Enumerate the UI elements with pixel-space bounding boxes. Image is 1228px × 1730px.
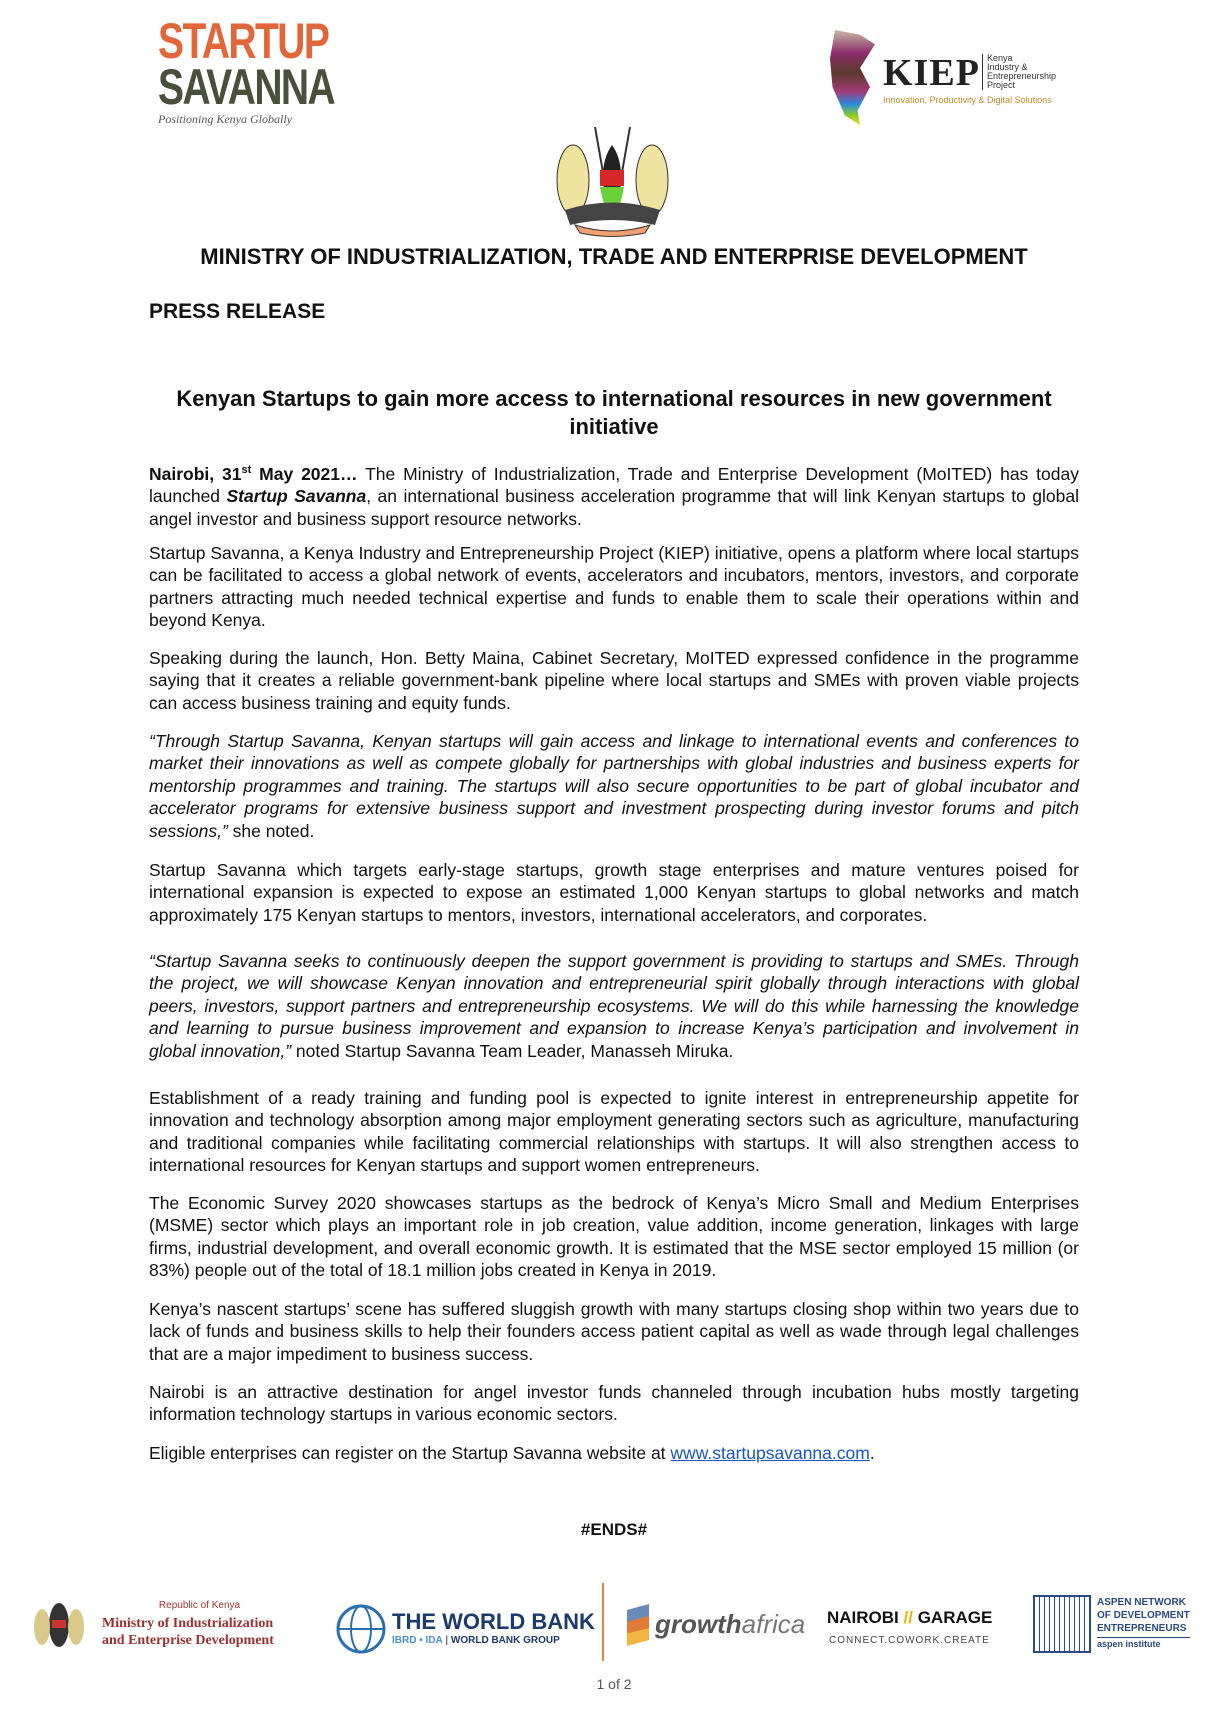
- growthafrica-mark-icon: [627, 1604, 649, 1646]
- logo-line1: STARTUP: [158, 13, 329, 69]
- ministry-line1: Ministry of Industrialization: [102, 1616, 274, 1631]
- nairobi-word: NAIROBI: [827, 1608, 899, 1627]
- kiep-word: KIEP: [883, 52, 980, 94]
- ande-line1: ASPEN NETWORK: [1097, 1597, 1186, 1608]
- logo-tagline: Positioning Kenya Globally: [158, 112, 292, 126]
- paragraph-6: [149, 950, 1079, 1062]
- ends-marker: #ENDS#: [580, 1520, 648, 1539]
- paragraph-8: The Economic Survey 2020 showcases startups as the bedrock of Kenya’s Micro Small and Medium Enterprises (MSME) sector which plays an important role in job creation, value addition, income generation, linkages with large firms, industrial development, and overall economic growth. It is estimated that the MSE sector employed 15 million (or 83%) people out of the total of 18.1 million jobs created in Kenya in 2019.: [149, 1193, 1079, 1281]
- dateline-sup: st: [241, 464, 252, 476]
- dateline: Nairobi, 31: [149, 463, 242, 484]
- quote-attribution: noted Startup Savanna Team Leader, Manasseh Miruka.: [291, 1040, 734, 1061]
- ministry-line2: and Enterprise Development: [102, 1633, 274, 1648]
- website-link[interactable]: www.startupsavanna.com: [670, 1443, 870, 1463]
- ministry-title: MINISTRY OF INDUSTRIALIZATION, TRADE AND ENTERPRISE DEVELOPMENT: [200, 244, 1028, 269]
- paragraph-3: Speaking during the launch, Hon. Betty Maina, Cabinet Secretary, MoITED expressed confidence in the programme saying that it creates a reliable government-bank pipeline where local startups and SMEs with proven viable projects can access business training and equity funds.: [149, 648, 1079, 713]
- ande-logo: [1033, 1595, 1193, 1665]
- kiep-sub: Kenya Industry & Entrepreneurship Project: [982, 54, 1042, 90]
- ministry-footer-logo: [32, 1595, 297, 1665]
- garage-sep: //: [898, 1608, 918, 1627]
- world-bank-sub: IBRD • IDA | WORLD BANK GROUP: [392, 1635, 560, 1646]
- paragraph-11: [149, 1442, 1079, 1464]
- paragraph-10: Nairobi is an attractive destination for angel investor funds channeled through incubation hubs mostly targeting information technology startups in various economic sectors.: [149, 1382, 1079, 1425]
- coat-of-arms-icon: [32, 1595, 87, 1655]
- world-bank-logo: [335, 1595, 595, 1665]
- paragraph-7: Establishment of a ready training and funding pool is expected to ignite interest in entrepreneurship appetite for innovation and technology absorption among major employment generating sectors such as agriculture, manufacturing and traditional companies while facilitating commercial relationships with startups. It will also strengthen access to international resources for Kenyan startups and support women entrepreneurs.: [149, 1088, 1079, 1176]
- footer-divider: [602, 1583, 604, 1661]
- page-number: 1 of 2: [596, 1676, 632, 1692]
- paragraph-9: Kenya’s nascent startups’ scene has suffered sluggish growth with many startups closing shop within two years due to lack of funds and business skills to help their founders access patient capital as well as wade through legal challenges that are a major impediment to business success.: [149, 1299, 1079, 1364]
- wbg: WORLD BANK GROUP: [450, 1635, 560, 1646]
- nairobi-garage-logo: [825, 1595, 1005, 1665]
- p11-text: Eligible enterprises can register on the Startup Savanna website at: [149, 1443, 671, 1463]
- kiep-tagline: Innovation, Productivity & Digital Solutions: [883, 95, 1052, 105]
- globe-icon: [335, 1603, 387, 1655]
- republic-label: Republic of Kenya: [158, 1600, 241, 1611]
- growthafrica-logo: [627, 1595, 806, 1665]
- paragraph-1: [149, 459, 1079, 530]
- growth-word: growth: [655, 1609, 742, 1639]
- paragraph-4: [149, 730, 1079, 842]
- world-bank-name: THE WORLD BANK: [392, 1609, 595, 1634]
- headline: Kenyan Startups to gain more access to international resources in new government initiative: [176, 386, 1052, 439]
- africa-word: africa: [741, 1609, 806, 1639]
- ibrd-ida: IBRD • IDA: [392, 1635, 443, 1646]
- logo-line2: SAVANNA: [158, 59, 335, 115]
- p11-end: .: [869, 1443, 875, 1463]
- dateline-date: May 2021…: [251, 463, 358, 484]
- garage-word: GARAGE: [917, 1608, 993, 1627]
- startup-savanna-logo: [158, 13, 335, 127]
- p1-text-2: , an international business acceleration programme that will link Kenyan startups to global angel investor and business support resource networks.: [149, 486, 1079, 529]
- quote-attribution: she noted.: [227, 820, 315, 841]
- paragraph-5: Startup Savanna which targets early-stage startups, growth stage enterprises and mature ventures poised for international expansion is expected to expose an estimated 1,000 Kenyan startups to global networks and match approximately 175 Kenyan startups to mentors, investors, international accelerators, and corporates.: [149, 860, 1079, 925]
- p1-text: The Ministry of Industrialization, Trade and Enterprise Development (MoITED) has today launched: [149, 463, 1079, 507]
- ande-line3: ENTREPRENEURS: [1097, 1623, 1187, 1634]
- ministry-name: [102, 1615, 274, 1649]
- programme-name: Startup Savanna: [226, 486, 367, 507]
- kiep-logo: [830, 30, 1070, 125]
- kenya-map-icon: [830, 30, 880, 125]
- aspen-institute: aspen institute: [1097, 1637, 1190, 1651]
- garage-tagline: CONNECT.COWORK.CREATE: [829, 1635, 990, 1646]
- press-release-label: PRESS RELEASE: [149, 300, 326, 323]
- quote: “Through Startup Savanna, Kenyan startups will gain access and linkage to international events and conferences to market their innovations as well as compete globally for partnerships with global industries and business experts for mentorship programmes and training. The startups will also secure opportunities to be part of global incubator and accelerator programs for extensive business support and investment prospecting during investor forums and pitch sessions,”: [149, 731, 1079, 841]
- kenya-coat-of-arms-icon: [545, 125, 680, 237]
- ande-line2: OF DEVELOPMENT: [1097, 1610, 1190, 1621]
- quote: “Startup Savanna seeks to continuously deepen the support government is providing to startups and SMEs. Through the project, we will showcase Kenyan innovation and entrepreneurial spirit globally through interactions with global peers, investors, support partners and entrepreneurship ecosystems. We will do this while harnessing the knowledge and learning to pursue business improvement and expansion to increase Kenya’s participation and involvement in global innovation,”: [149, 951, 1079, 1061]
- ande-mark-icon: [1033, 1595, 1091, 1653]
- paragraph-2: Startup Savanna, a Kenya Industry and Entrepreneurship Project (KIEP) initiative, opens a platform where local startups can be facilitated to access a global network of events, accelerators and incubators, mentors, investors, and corporate partners attracting much needed technical expertise and funds to enable them to scale their operations within and beyond Kenya.: [149, 543, 1079, 631]
